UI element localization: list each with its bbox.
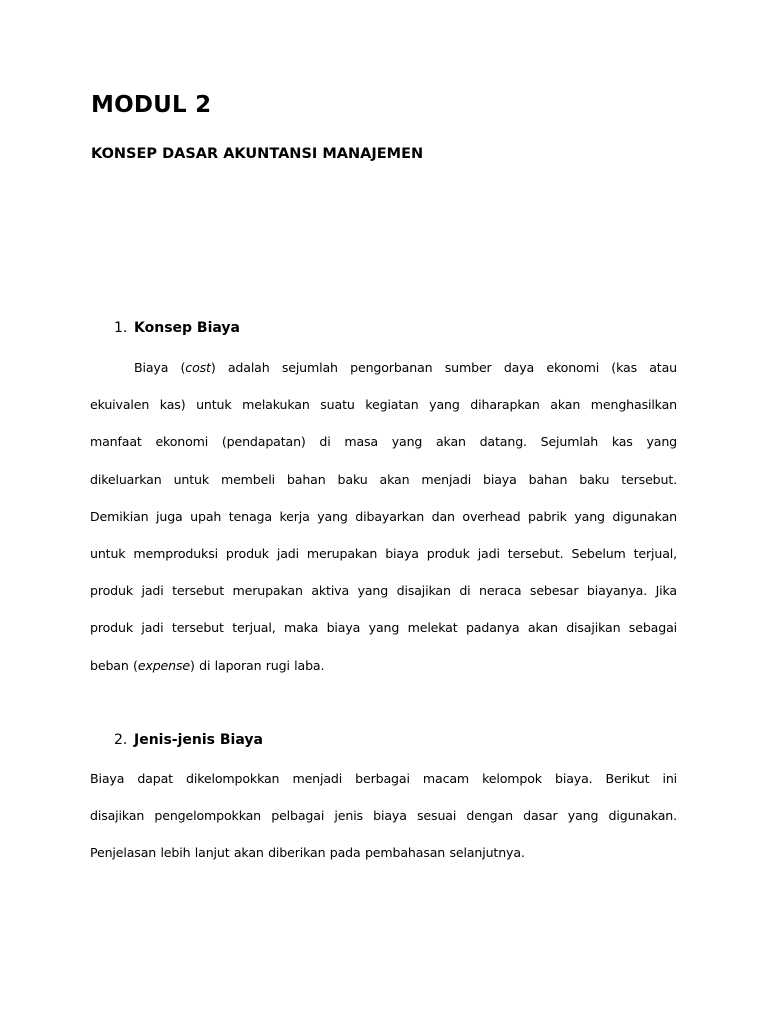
section-number: 1. <box>114 320 128 336</box>
term-expense: expense <box>137 657 190 673</box>
paragraph-line: ekuivalen kas) untuk melakukan suatu kegiatan yang diharapkan akan menghasilkan <box>90 397 677 413</box>
paragraph-konsep-biaya <box>90 349 677 684</box>
module-title: MODUL 2 <box>91 92 212 118</box>
paragraph-line: manfaat ekonomi (pendapatan) di masa yang akan datang. Sejumlah kas yang <box>90 434 677 450</box>
paragraph-line: untuk memproduksi produk jadi merupakan biaya produk jadi tersebut. Sebelum terjual, <box>90 545 677 561</box>
paragraph-line: Biaya dapat dikelompokkan menjadi berbagai macam kelompok biaya. Berikut ini <box>90 771 677 786</box>
section-number: 2. <box>114 732 128 748</box>
paragraph-line: produk jadi tersebut merupakan aktiva yang disajikan di neraca sebesar biayanya. Jika <box>90 583 677 599</box>
section-title: Jenis-jenis Biaya <box>134 732 263 748</box>
paragraph-jenis-biaya <box>90 760 677 872</box>
section-heading-konsep-biaya <box>114 320 240 336</box>
paragraph-line: beban (expense) di laporan rugi laba. <box>90 657 325 673</box>
section-title: Konsep Biaya <box>134 320 240 336</box>
paragraph-line: dikeluarkan untuk membeli bahan baku akan menjadi biaya bahan baku tersebut. <box>90 471 677 487</box>
module-subtitle: KONSEP DASAR AKUNTANSI MANAJEMEN <box>91 146 424 162</box>
paragraph-line: Penjelasan lebih lanjut akan diberikan pada pembahasan selanjutnya. <box>90 845 525 861</box>
section-heading-jenis-biaya <box>114 732 263 748</box>
term-cost: cost <box>185 360 211 375</box>
paragraph-line: produk jadi tersebut terjual, maka biaya yang melekat padanya akan disajikan sebagai <box>90 620 677 636</box>
paragraph-line: Biaya (cost) adalah sejumlah pengorbanan sumber daya ekonomi (kas atau <box>134 360 677 375</box>
paragraph-line: disajikan pengelompokkan pelbagai jenis biaya sesuai dengan dasar yang digunakan. <box>90 808 677 824</box>
paragraph-line: Demikian juga upah tenaga kerja yang dibayarkan dan overhead pabrik yang digunakan <box>90 508 677 524</box>
